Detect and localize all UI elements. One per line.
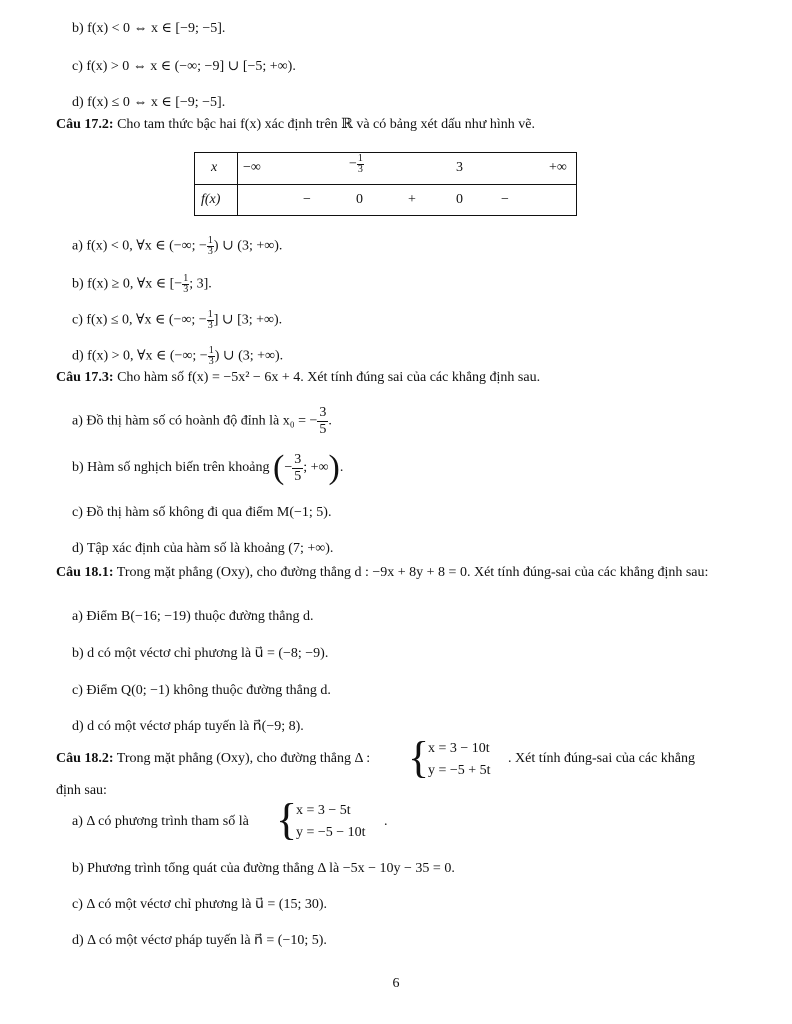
question-text: Cho tam thức bậc hai f(x) xác định trên ℝ và có bảng xét dấu như hình vẽ. <box>113 117 535 132</box>
table-x-header: x <box>211 160 218 175</box>
option-d-17-3: d) Tập xác định của hàm số là khoảng (7; +∞). <box>72 541 334 556</box>
question-text: Cho hàm số f(x) = −5x² − 6x + 4. Xét tính đúng sai của các khẳng định sau. <box>113 370 541 385</box>
system-brace: { <box>408 733 430 782</box>
table-divider-horizontal <box>195 184 576 185</box>
option-a-brace: { <box>276 795 298 844</box>
question-label: Câu 17.2: <box>56 117 114 132</box>
system-x-equation: x = 3 − 10t <box>428 741 490 756</box>
page-number: 6 <box>392 976 400 991</box>
option-b-18-1: b) d có một véctơ chỉ phương là u⃗ = (−8; −9). <box>72 646 329 661</box>
table-divider-vertical <box>237 153 238 215</box>
option-c-18-2: c) Δ có một véctơ chỉ phương là u⃗ = (15; 30). <box>72 897 328 912</box>
root1-fraction: $\frac{1}{3}$ <box>357 153 363 175</box>
option-a-x-equation: x = 3 − 5t <box>296 803 351 818</box>
question-18-2 <box>56 750 370 768</box>
sign-4: 0 <box>456 192 463 207</box>
option-d-17-2: d) f(x) > 0, ∀x ∈ (−∞; − $\frac{1}{3}$ ) ∪ (3; +∞). <box>72 345 284 367</box>
question-text-cont: . Xét tính đúng-sai của các khẳng <box>508 751 695 766</box>
option-a-17-2: a) f(x) < 0, ∀x ∈ (−∞; − $\frac{1}{3}$ ) ∪ (3; +∞). <box>72 235 283 257</box>
option-d-18-2: d) Δ có một véctơ pháp tuyến là n⃗ = (−10; 5). <box>72 933 327 948</box>
option-d-18-1: d) d có một véctơ pháp tuyến là n⃗(−9; 8). <box>72 719 304 734</box>
sign-1: − <box>303 192 311 207</box>
table-fx-header: f(x) <box>201 192 221 207</box>
system-y-equation: y = −5 + 5t <box>428 763 491 778</box>
table-root2: 3 <box>456 160 463 175</box>
option-a-period: . <box>384 814 388 829</box>
sign-3: + <box>408 192 416 207</box>
option-a-18-1: a) Điểm B(−16; −19) thuộc đường thẳng d. <box>72 609 314 624</box>
question-text: Trong mặt phẳng (Oxy), cho đường thẳng d : −9x + 8y + 8 = 0. Xét tính đúng-sai của các khẳng định sau: <box>113 565 709 580</box>
option-c-17-1: c) f(x) > 0 ⇔ x ∈ (−∞; −9] ∪ [−5; +∞). <box>72 59 296 74</box>
option-d-17-1: d) f(x) ≤ 0 ⇔ x ∈ [−9; −5]. <box>72 95 226 110</box>
option-c-18-1: c) Điểm Q(0; −1) không thuộc đường thẳng d. <box>72 683 331 698</box>
sign-5: − <box>501 192 509 207</box>
table-root1: − $\frac{1}{3}$ <box>349 153 363 175</box>
option-b-18-2: b) Phương trình tổng quát của đường thẳng Δ là −5x − 10y − 35 = 0. <box>72 861 455 876</box>
question-18-1 <box>56 562 720 584</box>
sign-table <box>194 152 577 216</box>
option-a-18-2: a) Δ có phương trình tham số là <box>72 814 249 829</box>
option-b-17-3: b) Hàm số nghịch biến trên khoảng (− $\frac{3}{5}$ ; +∞). <box>72 449 344 486</box>
question-text: Trong mặt phẳng (Oxy), cho đường thẳng Δ : <box>113 751 371 766</box>
question-label: Câu 18.2: <box>56 751 114 766</box>
question-label: Câu 17.3: <box>56 370 114 385</box>
option-a-y-equation: y = −5 − 10t <box>296 825 366 840</box>
option-c-17-3: c) Đồ thị hàm số không đi qua điểm M(−1; 5). <box>72 505 332 520</box>
option-b-17-2: b) f(x) ≥ 0, ∀x ∈ [− $\frac{1}{3}$ ; 3]. <box>72 273 212 295</box>
question-text-wrap: định sau: <box>56 783 107 798</box>
option-b-17-1: b) f(x) < 0 ⇔ x ∈ [−9; −5]. <box>72 21 226 36</box>
question-17-2 <box>56 116 535 134</box>
table-neg-inf: −∞ <box>243 160 261 175</box>
option-a-17-3: a) Đồ thị hàm số có hoành độ đỉnh là x₀ = − $\frac{3}{5}$ . <box>72 405 332 437</box>
sign-2: 0 <box>356 192 363 207</box>
table-pos-inf: +∞ <box>549 160 567 175</box>
question-17-3 <box>56 369 540 387</box>
question-label: Câu 18.1: <box>56 565 114 580</box>
option-c-17-2: c) f(x) ≤ 0, ∀x ∈ (−∞; − $\frac{1}{3}$ ] ∪ [3; +∞). <box>72 309 283 331</box>
